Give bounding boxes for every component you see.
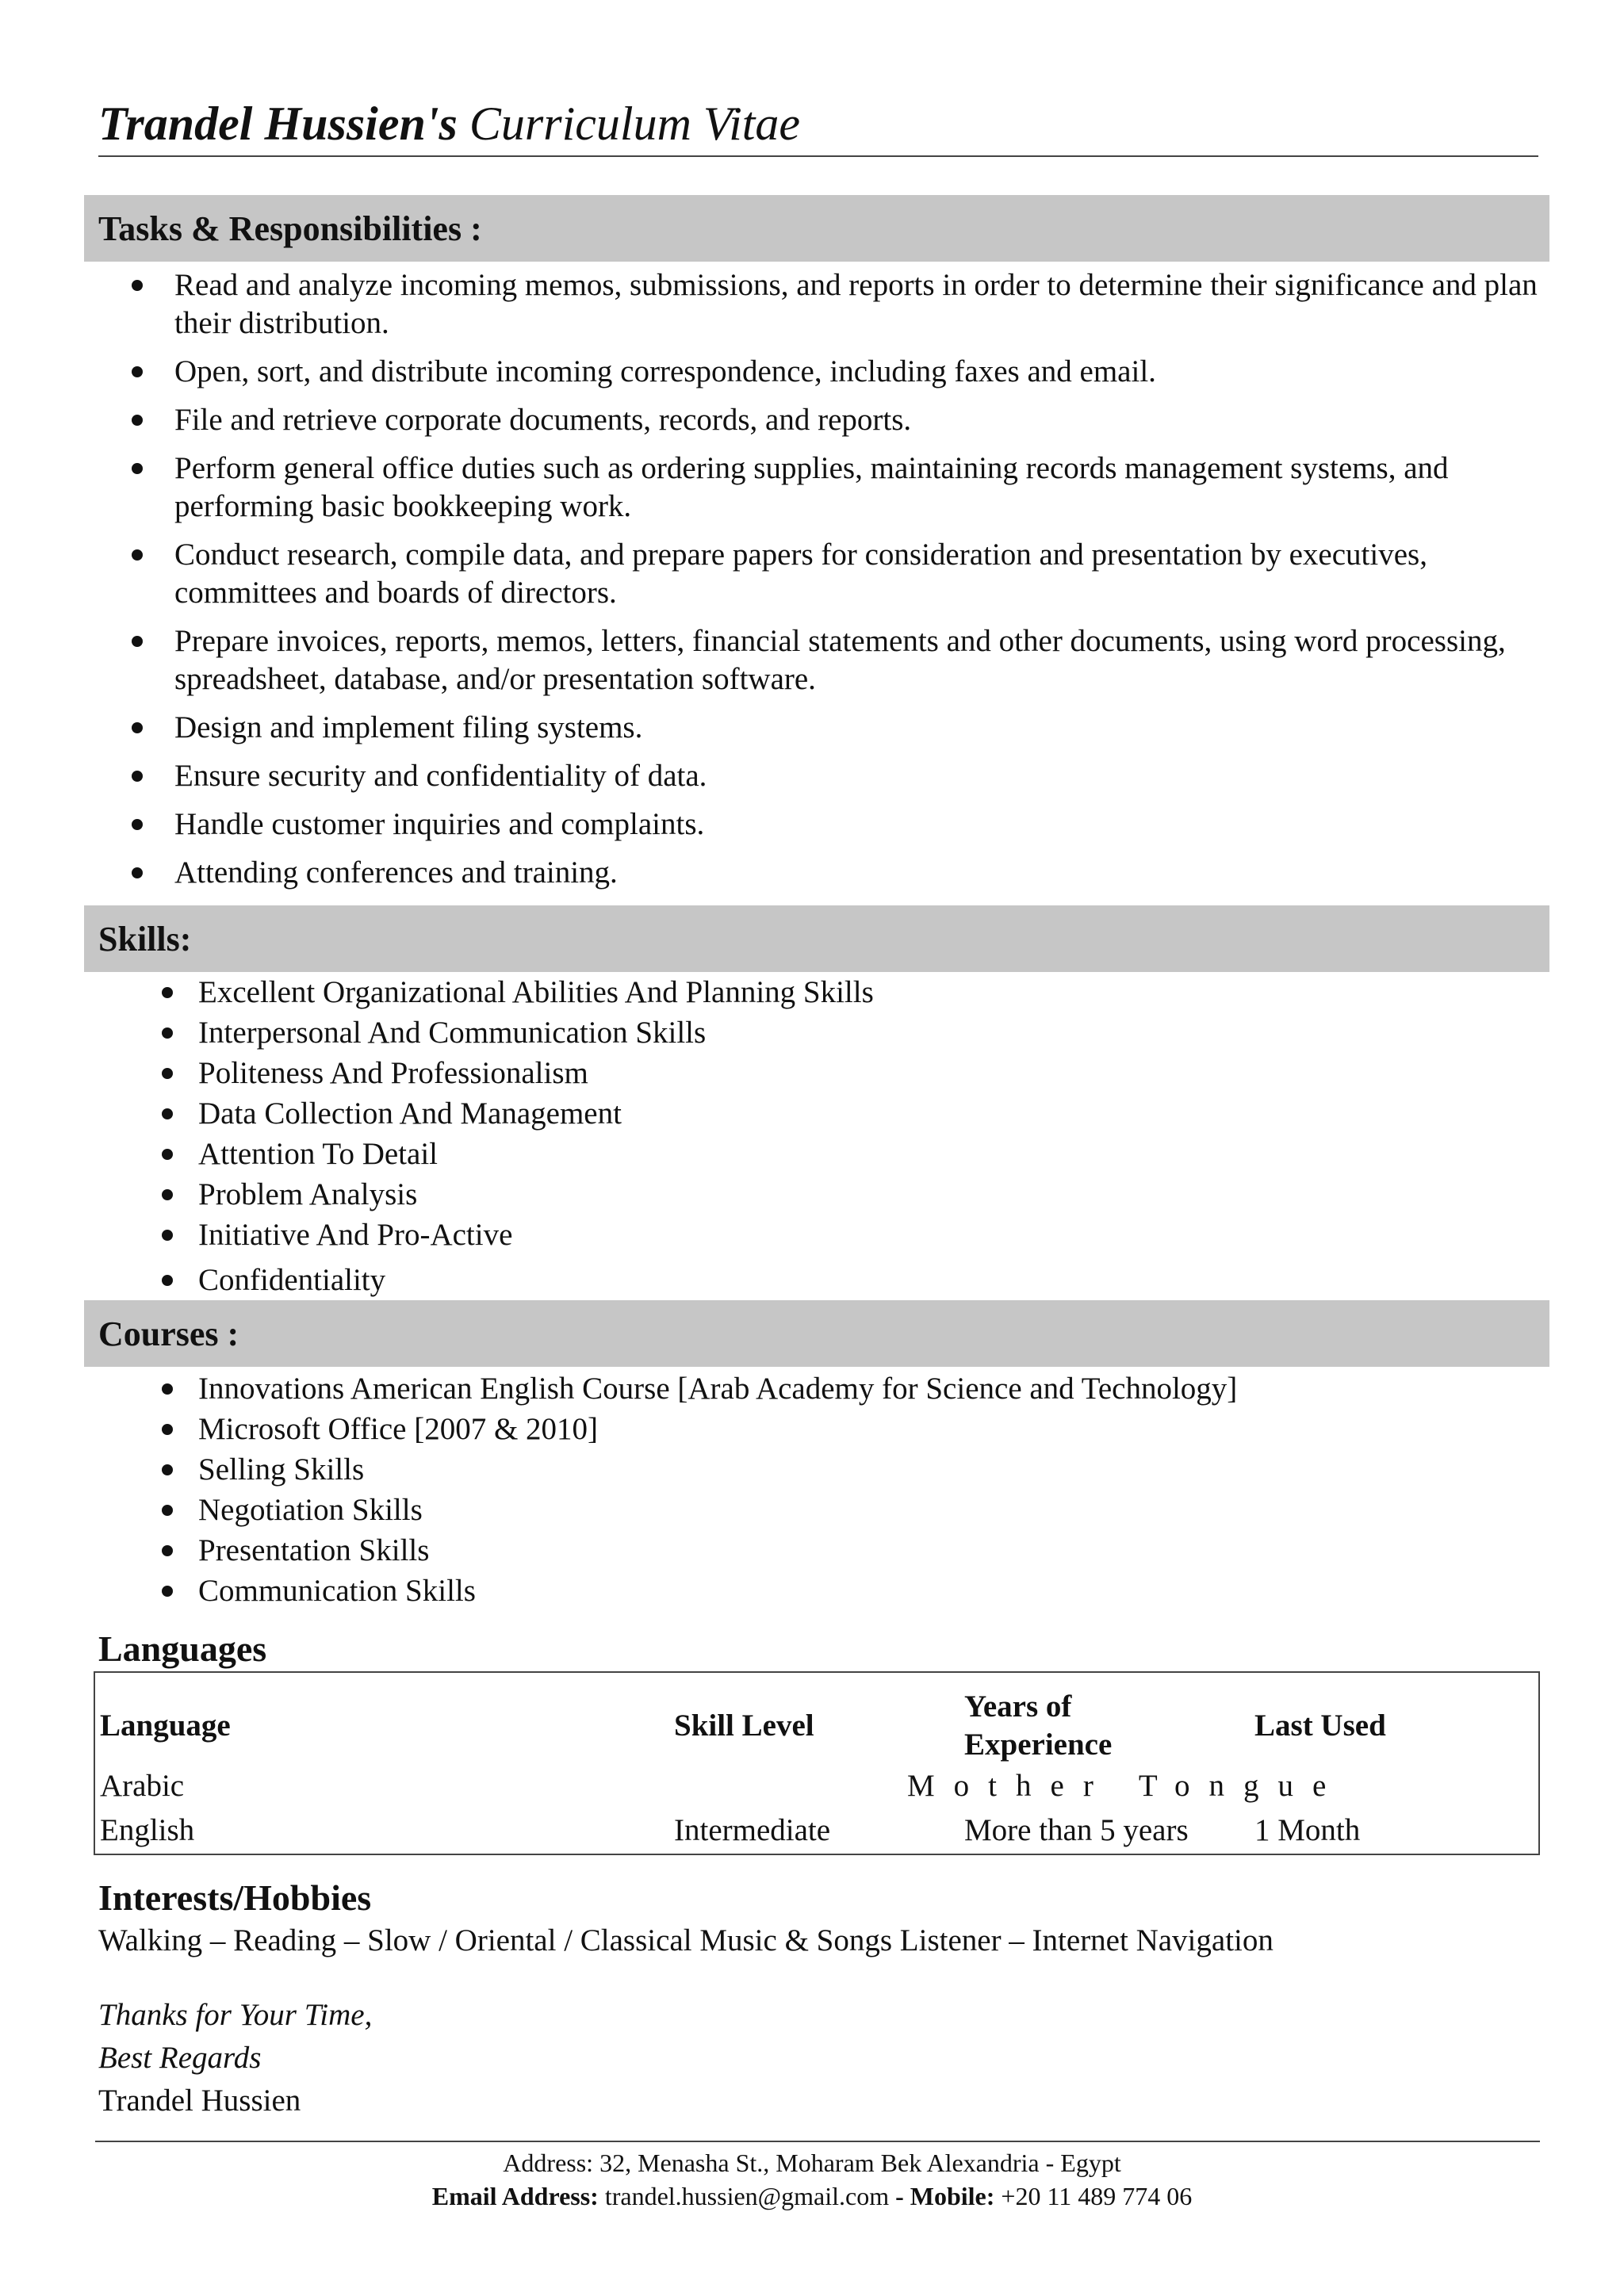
list-item — [98, 854, 1549, 892]
table-cell-language: Arabic — [100, 1769, 185, 1803]
list-item — [98, 353, 1549, 391]
table-cell-years: More than 5 years — [964, 1813, 1189, 1847]
bullet-icon — [162, 1230, 173, 1241]
list-item — [198, 1176, 1546, 1216]
course-text: Communication Skills — [198, 1574, 476, 1608]
col-header-last-used: Last Used — [1254, 1709, 1386, 1743]
bullet-icon — [162, 1027, 173, 1039]
task-text: Open, sort, and distribute incoming correspondence, including faxes and email. — [174, 354, 1156, 388]
bullet-icon — [132, 722, 143, 733]
skills-list — [198, 974, 1546, 1302]
list-item — [198, 1135, 1546, 1176]
bullet-icon — [162, 1068, 173, 1079]
list-item — [98, 401, 1549, 439]
list-item — [198, 1095, 1546, 1135]
skill-text: Politeness And Professionalism — [198, 1056, 588, 1090]
list-item — [198, 1216, 1546, 1257]
title-divider — [98, 155, 1538, 157]
courses-list — [198, 1370, 1546, 1613]
tasks-section-header — [84, 195, 1549, 262]
bullet-icon — [162, 987, 173, 998]
footer-divider — [95, 2141, 1540, 2142]
languages-heading: Languages — [98, 1628, 267, 1669]
bullet-icon — [162, 1275, 173, 1286]
course-text: Negotiation Skills — [198, 1493, 423, 1527]
skill-text: Initiative And Pro-Active — [198, 1218, 513, 1252]
skill-text: Problem Analysis — [198, 1177, 418, 1211]
table-cell-last-used: 1 Month — [1254, 1813, 1361, 1847]
task-text: Design and implement filing systems. — [174, 710, 643, 744]
page-title — [98, 94, 1543, 154]
footer-address: Address: 32, Menasha St., Moharam Bek Alexandria - Egypt — [503, 2149, 1121, 2177]
col-header-years-line1: Years of — [964, 1689, 1072, 1724]
bullet-icon — [162, 1505, 173, 1516]
bullet-icon — [132, 280, 143, 291]
table-cell-mother-tongue: Mother Tongue — [907, 1769, 1346, 1803]
tasks-list — [98, 266, 1549, 902]
list-item — [98, 536, 1549, 612]
bullet-icon — [132, 463, 143, 474]
mobile-label: Mobile: — [910, 2182, 995, 2210]
bullet-icon — [132, 415, 143, 426]
task-text: Read and analyze incoming memos, submissions, and reports in order to determine their significance and plan their distribution. — [174, 268, 1538, 340]
list-item — [98, 757, 1549, 795]
skill-text: Attention To Detail — [198, 1137, 439, 1171]
languages-table — [94, 1671, 1540, 1855]
bullet-icon — [132, 549, 143, 561]
cv-title-text: Curriculum Vitae — [469, 98, 801, 150]
task-text: Perform general office duties such as ordering supplies, maintaining records management systems, and performing basic bookkeeping work. — [174, 451, 1449, 523]
task-text: Handle customer inquiries and complaints. — [174, 807, 705, 841]
table-cell-skill: Intermediate — [674, 1813, 831, 1847]
task-text: Ensure security and confidentiality of data. — [174, 759, 707, 793]
table-cell-language: English — [100, 1813, 195, 1847]
skills-heading: Skills: — [98, 919, 192, 959]
courses-section-header — [84, 1300, 1549, 1367]
course-text: Microsoft Office [2007 & 2010] — [198, 1412, 599, 1446]
list-item — [98, 622, 1549, 698]
list-item — [198, 1532, 1546, 1572]
cv-owner-name: Trandel Hussien's — [98, 98, 458, 150]
task-text: File and retrieve corporate documents, records, and reports. — [174, 403, 912, 437]
skill-text: Interpersonal And Communication Skills — [198, 1016, 707, 1050]
col-header-skill-level: Skill Level — [674, 1709, 814, 1743]
list-item — [98, 709, 1549, 747]
email-label: Email Address: — [431, 2182, 599, 2210]
closing-regards: Best Regards — [98, 2041, 262, 2075]
bullet-icon — [132, 819, 143, 830]
bullet-icon — [162, 1108, 173, 1119]
course-text: Innovations American English Course [Arab Academy for Science and Technology] — [198, 1372, 1238, 1406]
list-item — [198, 1451, 1546, 1491]
contact-separator: - — [895, 2182, 904, 2210]
list-item — [98, 806, 1549, 844]
list-item — [198, 974, 1546, 1014]
bullet-icon — [162, 1545, 173, 1556]
bullet-icon — [162, 1189, 173, 1200]
list-item — [198, 1491, 1546, 1532]
email-value[interactable]: trandel.hussien@gmail.com — [604, 2182, 890, 2210]
courses-heading: Courses : — [98, 1314, 239, 1353]
skill-text: Data Collection And Management — [198, 1096, 622, 1131]
list-item — [198, 1014, 1546, 1054]
course-text: Selling Skills — [198, 1452, 365, 1487]
course-text: Presentation Skills — [198, 1533, 430, 1567]
list-item — [98, 266, 1549, 342]
col-header-language: Language — [100, 1709, 231, 1743]
list-item — [198, 1572, 1546, 1613]
interests-heading: Interests/Hobbies — [98, 1877, 372, 1918]
bullet-icon — [162, 1149, 173, 1160]
skill-text: Confidentiality — [198, 1263, 386, 1297]
bullet-icon — [162, 1586, 173, 1597]
footer-contact — [0, 2180, 1624, 2212]
bullet-icon — [162, 1424, 173, 1435]
task-text: Attending conferences and training. — [174, 855, 618, 890]
tasks-heading: Tasks & Responsibilities : — [98, 209, 482, 248]
closing-thanks: Thanks for Your Time, — [98, 1998, 373, 2032]
task-text: Conduct research, compile data, and prepare papers for consideration and presentation by executives, committees and boards of directors. — [174, 538, 1427, 610]
bullet-icon — [162, 1464, 173, 1475]
signature-name: Trandel Hussien — [98, 2084, 301, 2118]
list-item — [98, 450, 1549, 526]
skill-text: Excellent Organizational Abilities And Planning Skills — [198, 975, 874, 1009]
bullet-icon — [132, 867, 143, 878]
list-item — [198, 1261, 1546, 1302]
list-item — [198, 1370, 1546, 1410]
task-text: Prepare invoices, reports, memos, letters, financial statements and other documents, using word processing, spreadsheet, database, and/or presentation software. — [174, 624, 1506, 696]
interests-text: Walking – Reading – Slow / Oriental / Classical Music & Songs Listener – Internet Navigation — [98, 1923, 1274, 1957]
bullet-icon — [132, 636, 143, 647]
list-item — [198, 1410, 1546, 1451]
bullet-icon — [132, 771, 143, 782]
mobile-value: +20 11 489 774 06 — [1001, 2182, 1193, 2210]
col-header-years-line2: Experience — [964, 1728, 1113, 1762]
bullet-icon — [132, 366, 143, 377]
list-item — [198, 1054, 1546, 1095]
bullet-icon — [162, 1383, 173, 1395]
skills-section-header — [84, 905, 1549, 972]
